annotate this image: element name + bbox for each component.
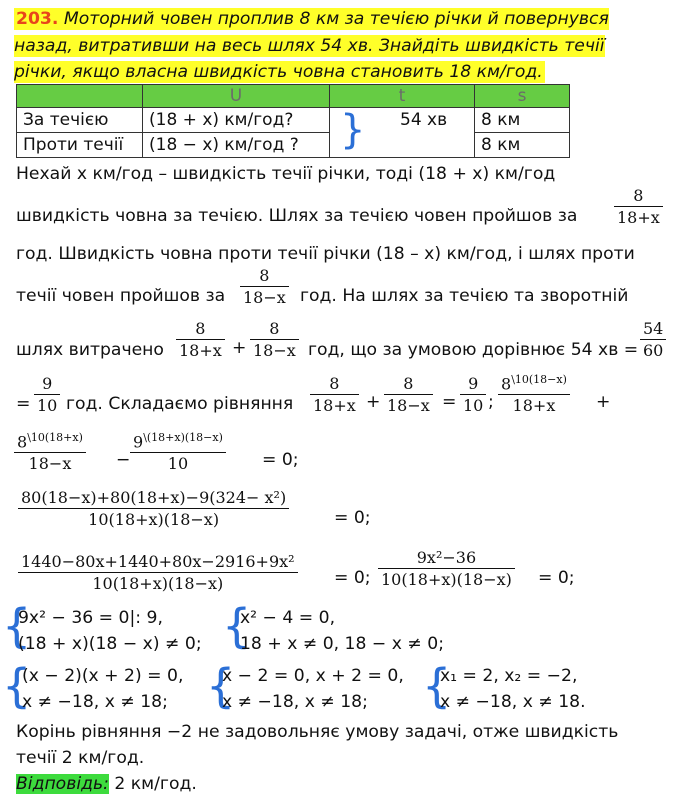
fraction: 9x²−36 10(18+x)(18−x) [378,548,515,591]
text-line: = 0; [262,450,299,470]
table-header: t [330,85,475,108]
text-line: год. Швидкість човна проти течії річки (18 – x) км/год, і шлях проти [16,244,635,264]
table-cell: Проти течії [17,133,143,158]
table-cell: (18 + x) км/год? [143,108,330,133]
system-line: x ≠ −18, x ≠ 18; [22,692,168,712]
conclusion-line: течії 2 км/год. [16,748,145,768]
table-cell: За течією [17,108,143,133]
brace-icon: { [206,659,236,713]
problem-number: 203. [16,9,59,29]
text-line: течії човен пройшов за [16,286,226,306]
fraction: 8 18−x [384,374,433,417]
text-line: = 0; [334,568,371,588]
brace-icon: { [222,599,252,653]
text-line: = 0; [334,508,371,528]
answer-value: 2 км/год. [108,774,197,794]
fraction: $8^{\backslash 10(18+x)}$ 18−x [14,428,86,475]
system-line: x ≠ −18, x ≠ 18; [222,692,368,712]
fraction: 8 18+x [176,319,225,362]
fraction: 8 18−x [250,319,299,362]
system-line: (x − 2)(x + 2) = 0, [22,666,184,686]
text-line: год, що за умовою дорівнює 54 хв = [308,340,639,360]
text-line: шлях витрачено [16,340,164,360]
fraction: 8 18−x [240,266,289,309]
fraction: 9 10 [460,374,486,417]
system-line: 18 + x ≠ 0, 18 − x ≠ 0; [240,634,444,654]
text-line: = 0; [538,568,575,588]
table-row [17,133,570,158]
fraction: 8 18+x [614,186,663,229]
system-line: x ≠ −18, x ≠ 18. [440,692,586,712]
table-cell-time [330,108,475,158]
table-cell: 8 км [475,133,570,158]
fraction: $9^{\backslash(18+x)(18-x)}$ 10 [130,428,226,475]
problem-text: Моторний човен проплив 8 км за течією річки й повернувся назад, витративши на весь шлях 54 хв. Знайдіть швидкість течії річки, якщо власна швидкість човна становить 18 км/год. [14,9,609,82]
problem-statement [14,6,644,86]
brace-icon: { [2,599,32,653]
system-line: 9x² − 36 = 0|: 9, [18,608,163,628]
brace-icon: } [340,107,366,153]
fraction: 8 18+x [310,374,359,417]
system-line: x − 2 = 0, x + 2 = 0, [222,666,404,686]
plus-sign: + [232,338,247,358]
table-header [17,85,143,108]
text-line: Нехай x км/год – швидкість течії річки, тоді (18 + x) км/год [16,164,556,184]
table-cell: (18 − x) км/год ? [143,133,330,158]
table-header: U [143,85,330,108]
system-line: x² − 4 = 0, [240,608,336,628]
fraction: $8^{\backslash 10(18-x)}$ 18+x [498,370,570,417]
brace-icon: { [422,659,452,713]
text-line: год. Складаємо рівняння [66,394,294,414]
system-line: x₁ = 2, x₂ = −2, [440,666,578,686]
text-line: год. На шлях за течією та зворотній [300,286,629,306]
table-row [17,108,570,133]
minus-sign: − [116,450,131,470]
data-table [16,84,570,158]
semicolon: ; [488,392,494,412]
brace-icon: { [2,659,32,713]
conclusion-line: Корінь рівняння −2 не задовольняє умову задачі, отже швидкість [16,722,619,742]
plus-sign: + [596,392,611,412]
time-value: 54 хв [400,110,448,130]
table-header: s [475,85,570,108]
system-line: (18 + x)(18 − x) ≠ 0; [18,634,202,654]
table-cell: 8 км [475,108,570,133]
fraction: 1440−80x+1440+80x−2916+9x² 10(18+x)(18−x) [18,552,298,595]
text-line: швидкість човна за течією. Шлях за течією човен пройшов за [16,206,578,226]
plus-sign: + [366,392,381,412]
fraction: 9 10 [34,374,60,417]
fraction: 80(18−x)+80(18+x)−9(324− x²) 10(18+x)(18−x) [18,488,289,531]
equals-sign: = [442,392,457,412]
fraction: 54 60 [640,319,666,362]
answer-label: Відповідь: [16,774,109,794]
answer-line [16,774,197,794]
equals-sign: = [16,394,31,414]
